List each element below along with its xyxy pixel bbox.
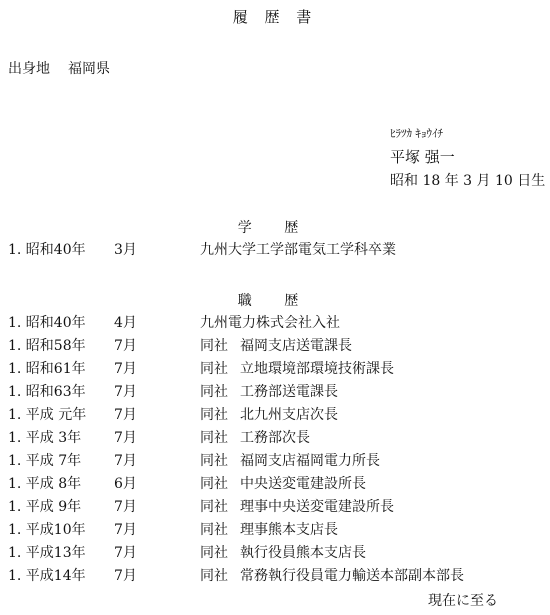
career-text: 常務執行役員電力輸送本部副本部長 [240, 568, 464, 584]
career-era: 1. 昭和63年 [8, 384, 86, 400]
career-text: 九州電力株式会社入社 [200, 315, 340, 331]
career-company: 同社 [200, 338, 228, 354]
career-company: 同社 [200, 407, 228, 423]
career-text: 北九州支店次長 [240, 407, 338, 423]
career-row [0, 542, 550, 564]
career-row [0, 427, 550, 449]
career-company: 同社 [200, 453, 228, 469]
career-company: 同社 [200, 384, 228, 400]
birthplace [8, 58, 110, 78]
birth-date: 昭和 18 年 3 月 10 日生 [390, 173, 546, 189]
career-row [0, 358, 550, 380]
career-month: 7月 [114, 361, 137, 377]
career-company: 同社 [200, 522, 228, 538]
career-era: 1. 昭和40年 [8, 315, 86, 331]
document-title: 履 歴 書 [232, 8, 318, 26]
education-month: 3月 [114, 242, 137, 258]
career-month: 4月 [114, 315, 137, 331]
current-status-note: 現在に至る [428, 593, 498, 609]
career-month: 6月 [114, 476, 137, 492]
career-company: 同社 [200, 499, 228, 515]
career-era: 1. 平成 元年 [8, 407, 87, 423]
career-text: 工務部送電課長 [240, 384, 338, 400]
career-month: 7月 [114, 499, 137, 515]
career-era: 1. 平成 7年 [8, 453, 82, 469]
career-era: 1. 平成 3年 [8, 430, 82, 446]
career-text: 福岡支店送電課長 [240, 338, 352, 354]
career-era: 1. 平成14年 [8, 568, 86, 584]
birthplace-label: 出身地 [8, 61, 50, 77]
career-era: 1. 平成10年 [8, 522, 86, 538]
career-row [0, 450, 550, 472]
career-company: 同社 [200, 361, 228, 377]
career-era: 1. 平成13年 [8, 545, 86, 561]
career-era: 1. 平成 8年 [8, 476, 82, 492]
career-month: 7月 [114, 522, 137, 538]
birthplace-value: 福岡県 [68, 61, 110, 77]
education-era: 1. 昭和40年 [8, 242, 86, 258]
career-row [0, 565, 550, 587]
career-text: 中央送変電建設所長 [240, 476, 366, 492]
career-era: 1. 昭和58年 [8, 338, 86, 354]
career-text: 執行役員熊本支店長 [240, 545, 366, 561]
name-reading: ﾋﾗﾂｶ ｷｮｳｲﾁ [390, 127, 443, 140]
career-row [0, 496, 550, 518]
career-era: 1. 昭和61年 [8, 361, 86, 377]
career-month: 7月 [114, 338, 137, 354]
career-text: 工務部次長 [240, 430, 310, 446]
career-month: 7月 [114, 384, 137, 400]
career-heading: 職 歴 [237, 293, 313, 309]
education-row [0, 239, 550, 261]
career-month: 7月 [114, 568, 137, 584]
career-text: 理事中央送変電建設所長 [240, 499, 394, 515]
career-row [0, 473, 550, 495]
career-month: 7月 [114, 407, 137, 423]
career-month: 7月 [114, 453, 137, 469]
career-month: 7月 [114, 545, 137, 561]
career-company: 同社 [200, 430, 228, 446]
career-text: 理事熊本支店長 [240, 522, 338, 538]
career-row [0, 335, 550, 357]
career-text: 立地環境部環境技術課長 [240, 361, 394, 377]
education-text: 九州大学工学部電気工学科卒業 [200, 242, 396, 258]
career-row [0, 519, 550, 541]
career-row [0, 404, 550, 426]
career-era: 1. 平成 9年 [8, 499, 82, 515]
career-company: 同社 [200, 568, 228, 584]
career-row [0, 312, 550, 334]
career-company: 同社 [200, 545, 228, 561]
person-name: 平塚 强一 [390, 148, 455, 166]
career-row [0, 381, 550, 403]
education-heading: 学 歴 [237, 220, 313, 236]
career-text: 福岡支店福岡電力所長 [240, 453, 380, 469]
career-company: 同社 [200, 476, 228, 492]
career-month: 7月 [114, 430, 137, 446]
